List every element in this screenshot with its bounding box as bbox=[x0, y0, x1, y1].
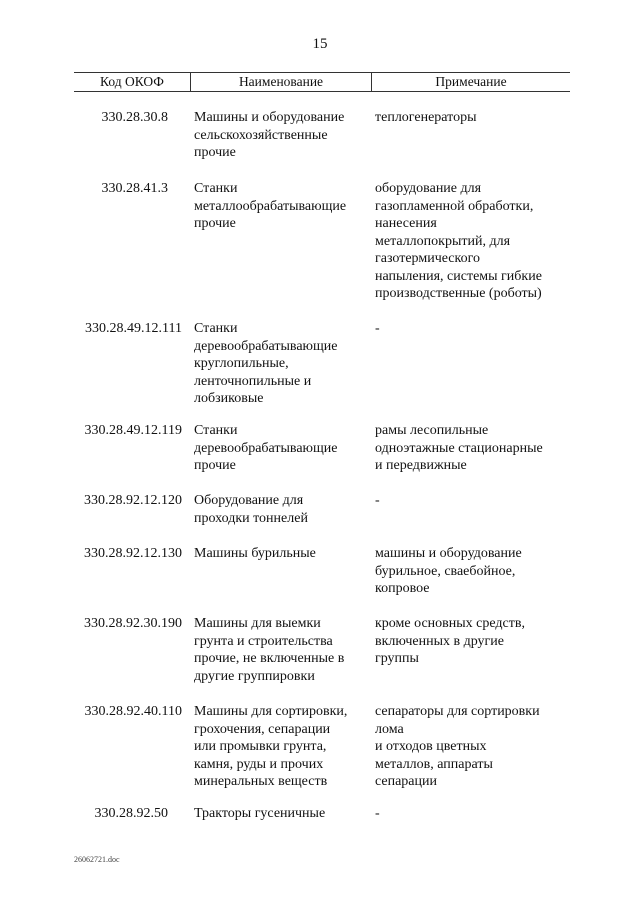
row-note-line: сепарации bbox=[375, 774, 437, 789]
row-note-line: сепараторы для сортировки bbox=[375, 704, 540, 719]
row-name bbox=[194, 703, 369, 791]
row-name-line: деревообрабатывающие bbox=[194, 338, 338, 354]
row-name-line: камня, руды и прочих bbox=[194, 756, 324, 772]
row-note-line: теплогенераторы bbox=[375, 110, 477, 125]
row-name bbox=[194, 805, 369, 823]
row-note-line: включенных в другие bbox=[375, 633, 504, 649]
row-name bbox=[194, 109, 369, 162]
table-header bbox=[74, 72, 570, 92]
row-note bbox=[375, 492, 575, 510]
row-note-line: кроме основных средств, bbox=[375, 616, 525, 631]
row-code: 330.28.30.8 bbox=[101, 110, 168, 125]
row-note-line: копровое bbox=[375, 581, 430, 596]
row-note bbox=[375, 109, 575, 127]
row-name-line: минеральных веществ bbox=[194, 774, 328, 789]
row-note bbox=[375, 703, 575, 791]
row-name-line: прочие bbox=[194, 145, 236, 160]
row-note bbox=[375, 805, 575, 823]
row-note-line: напыления, системы гибкие bbox=[375, 268, 542, 284]
row-name-line: прочие bbox=[194, 216, 236, 231]
row-name bbox=[194, 422, 369, 475]
row-name-line: Машины бурильные bbox=[194, 546, 316, 561]
footer-filename: 26062721.doc bbox=[74, 855, 120, 864]
row-note-line: машины и оборудование bbox=[375, 546, 522, 561]
row-note bbox=[375, 422, 575, 475]
row-name-line: Оборудование для bbox=[194, 493, 304, 508]
row-code: 330.28.92.40.110 bbox=[84, 704, 182, 719]
row-name-line: лобзиковые bbox=[194, 391, 264, 406]
row-code: 330.28.49.12.111 bbox=[85, 321, 182, 336]
header-name: Наименование bbox=[238, 74, 324, 89]
row-code: 330.28.92.12.130 bbox=[84, 546, 182, 561]
row-note-line: - bbox=[375, 321, 380, 336]
row-name bbox=[194, 615, 369, 685]
row-name-line: Станки bbox=[194, 181, 238, 196]
row-name-line: Станки bbox=[194, 423, 238, 438]
row-name-line: металлообрабатывающие bbox=[194, 198, 347, 214]
row-name-line: Машины для выемки bbox=[194, 616, 321, 631]
row-name-line: круглопильные, bbox=[194, 356, 289, 371]
row-code: 330.28.92.30.190 bbox=[84, 616, 182, 631]
row-note-line: нанесения bbox=[375, 216, 437, 231]
row-note-line: рамы лесопильные bbox=[375, 423, 489, 438]
row-code: 330.28.49.12.119 bbox=[84, 423, 182, 438]
row-note-line: и передвижные bbox=[375, 458, 467, 473]
row-note-line: газотермического bbox=[375, 251, 480, 266]
row-note-line: производственные (роботы) bbox=[375, 286, 542, 301]
row-code: 330.28.41.3 bbox=[101, 181, 168, 196]
row-note-line: оборудование для bbox=[375, 181, 482, 196]
row-note-line: - bbox=[375, 493, 380, 508]
row-name-line: сельскохозяйственные bbox=[194, 127, 328, 143]
header-note: Примечание bbox=[435, 74, 507, 89]
page-number: 15 bbox=[312, 36, 328, 52]
row-name-line: прочие bbox=[194, 458, 236, 473]
row-note-line: газопламенной обработки, bbox=[375, 198, 534, 214]
row-name-line: ленточнопильные и bbox=[194, 373, 312, 389]
row-code: 330.28.92.50 bbox=[94, 806, 168, 821]
row-name-line: прочие, не включенные в bbox=[194, 651, 345, 666]
row-note bbox=[375, 320, 575, 338]
row-name-line: или промывки грунта, bbox=[194, 739, 327, 754]
row-name bbox=[194, 492, 369, 527]
row-note-line: одноэтажные стационарные bbox=[375, 440, 543, 456]
row-name bbox=[194, 180, 369, 233]
row-name-line: проходки тоннелей bbox=[194, 510, 308, 526]
row-name-line: другие группировки bbox=[194, 668, 315, 684]
row-name bbox=[194, 320, 369, 408]
row-note bbox=[375, 545, 575, 598]
row-note-line: - bbox=[375, 806, 380, 821]
row-name-line: деревообрабатывающие bbox=[194, 440, 338, 456]
row-name-line: Машины для сортировки, bbox=[194, 704, 348, 719]
row-name-line: Машины и оборудование bbox=[194, 110, 345, 125]
header-code: Код ОКОФ bbox=[100, 74, 164, 89]
row-note-line: группы bbox=[375, 651, 419, 666]
row-note-line: металлов, аппараты bbox=[375, 756, 493, 772]
row-code: 330.28.92.12.120 bbox=[84, 493, 182, 508]
row-note bbox=[375, 615, 575, 668]
row-name-line: грохочения, сепарации bbox=[194, 721, 331, 737]
row-note-line: бурильное, сваебойное, bbox=[375, 563, 516, 579]
row-name-line: Тракторы гусеничные bbox=[194, 806, 326, 821]
row-note bbox=[375, 180, 575, 303]
row-note-line: и отходов цветных bbox=[375, 739, 487, 754]
row-name-line: грунта и строительства bbox=[194, 633, 333, 649]
row-note-line: лома bbox=[375, 721, 404, 737]
row-name-line: Станки bbox=[194, 321, 238, 336]
row-name bbox=[194, 545, 369, 563]
row-note-line: металлопокрытий, для bbox=[375, 233, 511, 249]
